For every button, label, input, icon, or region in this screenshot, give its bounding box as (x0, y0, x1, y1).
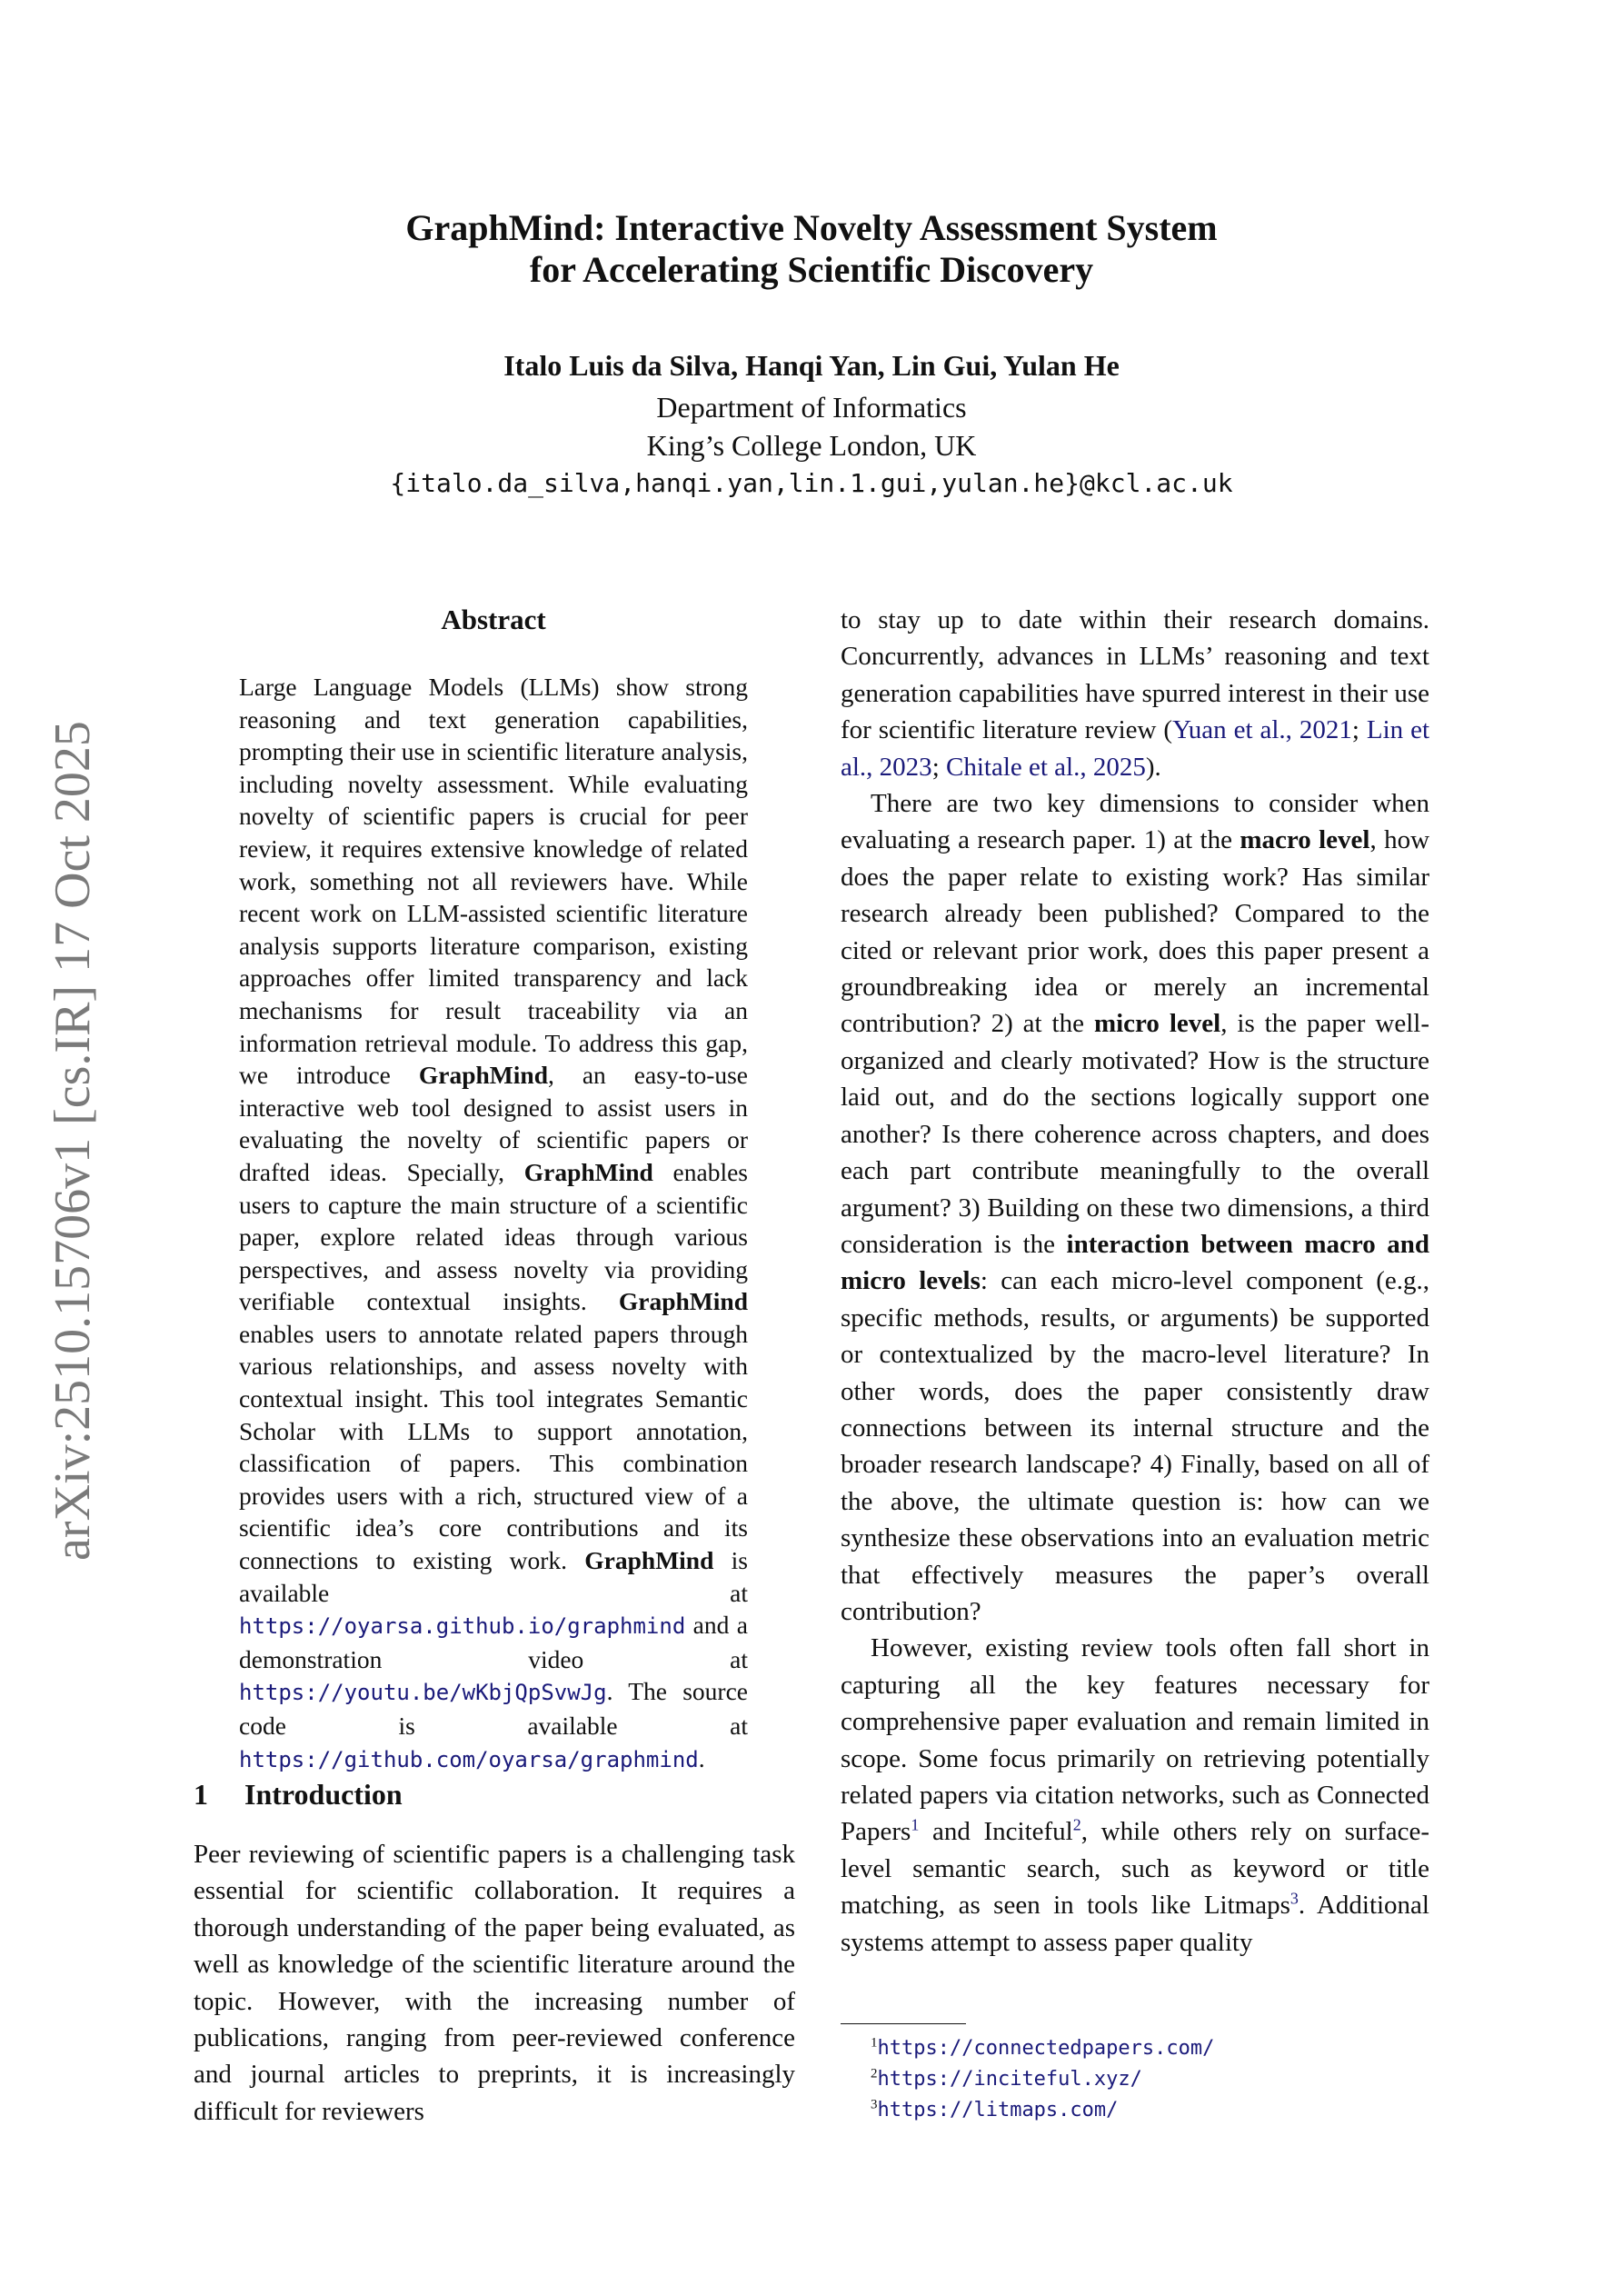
project-site-link[interactable]: https://oyarsa.github.io/graphmind (239, 1613, 686, 1640)
footnote-3: $^3$https://litmaps.com/ (871, 2097, 1119, 2121)
abstract-body: Large Language Models (LLMs) show strong reasoning and text generation capabilities, prompting their use in scientific literature analysis, including novelty assessment. While evaluating novelty of scientific papers is crucial for peer review, it requires extensive knowledge of related work, something not all reviewers have. While recent work on LLM-assisted scientific literature analysis supports literature comparison, existing approaches offer limited transparency and lack mechanisms for result traceability via an information retrieval module. To address this gap, we introduce GraphMind, an easy-to-use interactive web tool designed to assist users in evaluating the novelty of scientific papers or drafted ideas. Specially, GraphMind enables users to capture the main structure of a scientific paper, explore related ideas through various perspectives, and assess novelty via providing verifiable contextual insights. GraphMind enables users to annotate related papers through various relationships, and assess novelty with contextual insight. This tool integrates Semantic Scholar with LLMs to support annotation, classification of papers. This combination provides users with a rich, structured view of a scientific idea’s core contributions and its connections to existing work. GraphMind is available at https://oyarsa.github.io/graphmind and a demonstration video at https://youtu.be/wKbjQpSvwJg. The source code is available at https://github.com/oyarsa/graphmind. (239, 673, 749, 1772)
footnote-divider (841, 2023, 966, 2024)
introduction-paragraph-1-left: Peer reviewing of scientific papers is a challenging task essential for scientific collaboration. It requires a thorough understanding of the paper being evaluated, as well as knowledge of the scientific literature around the topic. However, with the increasing number of publications, ranging from peer-reviewed conference and journal articles to preprints, it is increasingly difficult for reviewers (194, 1840, 795, 2126)
system-name: GraphMind (523, 1157, 653, 1186)
abstract-heading: Abstract (441, 604, 546, 635)
system-name: GraphMind (618, 1287, 748, 1316)
footnote-ref-2[interactable]: 2 (1072, 1815, 1081, 1834)
author-emails: {italo.da_silva,hanqi.yan,lin.1.gui,yulan.he}@kcl.ac.uk (390, 468, 1233, 498)
right-column (841, 602, 1429, 1961)
section-title: Introduction (244, 1778, 403, 1811)
section-number: 1 (194, 1778, 208, 1811)
title-line-2: for Accelerating Scientific Discovery (529, 249, 1094, 290)
affiliation-institution: King’s College London, UK (646, 429, 977, 462)
footnote-link-inciteful[interactable]: https://inciteful.xyz/ (877, 2068, 1142, 2091)
footnote-2: $^2$https://inciteful.xyz/ (871, 2066, 1142, 2091)
footnote-link-connectedpapers[interactable]: https://connectedpapers.com/ (877, 2037, 1215, 2060)
citation-link[interactable]: Lin et al., 2023 (841, 715, 1429, 782)
introduction-paragraph-1-continued: to stay up to date within their research domains. Concurrently, advances in LLMs’ reasoning and text generation capabilities have spurred interest in their use for scientific literature review (Yuan et al., 2021; Lin et al., 2023; Chitale et al., 2025). (841, 605, 1429, 782)
footnote-ref-3[interactable]: 3 (1289, 1889, 1299, 1908)
system-name: GraphMind (418, 1061, 548, 1090)
demo-video-link[interactable]: https://youtu.be/wKbjQpSvwJg (239, 1680, 607, 1706)
introduction-paragraph-2: There are two key dimensions to consider when evaluating a research paper. 1) at the macro level, how does the paper relate to existing work? Has similar research already been published? Compared to the cited or relevant prior work, does this paper present a groundbreaking idea or merely an incremental contribution? 2) at the micro level, is the paper well-organized and clearly motivated? How is the structure laid out, and do the sections logically support one another? Is there coherence across chapters, and does each part contribute meaningfully to the overall argument? 3) Building on these two dimensions, a third consideration is the interaction between macro and micro levels: can each micro-level component (e.g., specific methods, results, or arguments) be supported or contextualized by the macro-level literature? In other words, does the paper consistently draw connections between its internal structure and the broader research landscape? 4) Finally, based on all of the above, the ultimate question is: how can we synthesize these observations into an evaluation metric that effectively measures the paper’s overall contribution? (841, 789, 1430, 1626)
affiliation-department: Department of Informatics (656, 391, 967, 424)
introduction-paragraph-3: However, existing review tools often fall short in capturing all the key features necessary for comprehensive paper evaluation and remain limited in scope. Some focus primarily on retrieving potentially related papers via citation networks, such as Connected Papers$^1$ and Inciteful$^2$, while others rely on surface-level semantic search, such as keyword or title matching, as seen in tools like Litmaps$^3$. Additional systems attempt to assess paper quality (841, 1633, 1429, 1957)
footnote-ref-1[interactable]: 1 (911, 1815, 920, 1834)
paper-title (0, 207, 1623, 291)
source-code-link[interactable]: https://github.com/oyarsa/graphmind (239, 1746, 699, 1772)
system-name: GraphMind (584, 1546, 714, 1575)
author-list: Italo Luis da Silva, Hanqi Yan, Lin Gui, Yulan He (503, 349, 1120, 382)
title-line-1: GraphMind: Interactive Novelty Assessment System (405, 207, 1218, 248)
footnotes (841, 2032, 1431, 2125)
section-heading-introduction (194, 1774, 403, 1814)
footnote-link-litmaps[interactable]: https://litmaps.com/ (877, 2099, 1119, 2121)
citation-link[interactable]: Yuan et al., 2021 (1172, 715, 1352, 745)
citation-link[interactable]: Chitale et al., 2025 (946, 752, 1146, 782)
arxiv-identifier-stamp: arXiv:2510.15706v1 [cs.IR] 17 Oct 2025 (45, 721, 101, 1561)
footnote-1: $^1$https://connectedpapers.com/ (871, 2035, 1215, 2060)
